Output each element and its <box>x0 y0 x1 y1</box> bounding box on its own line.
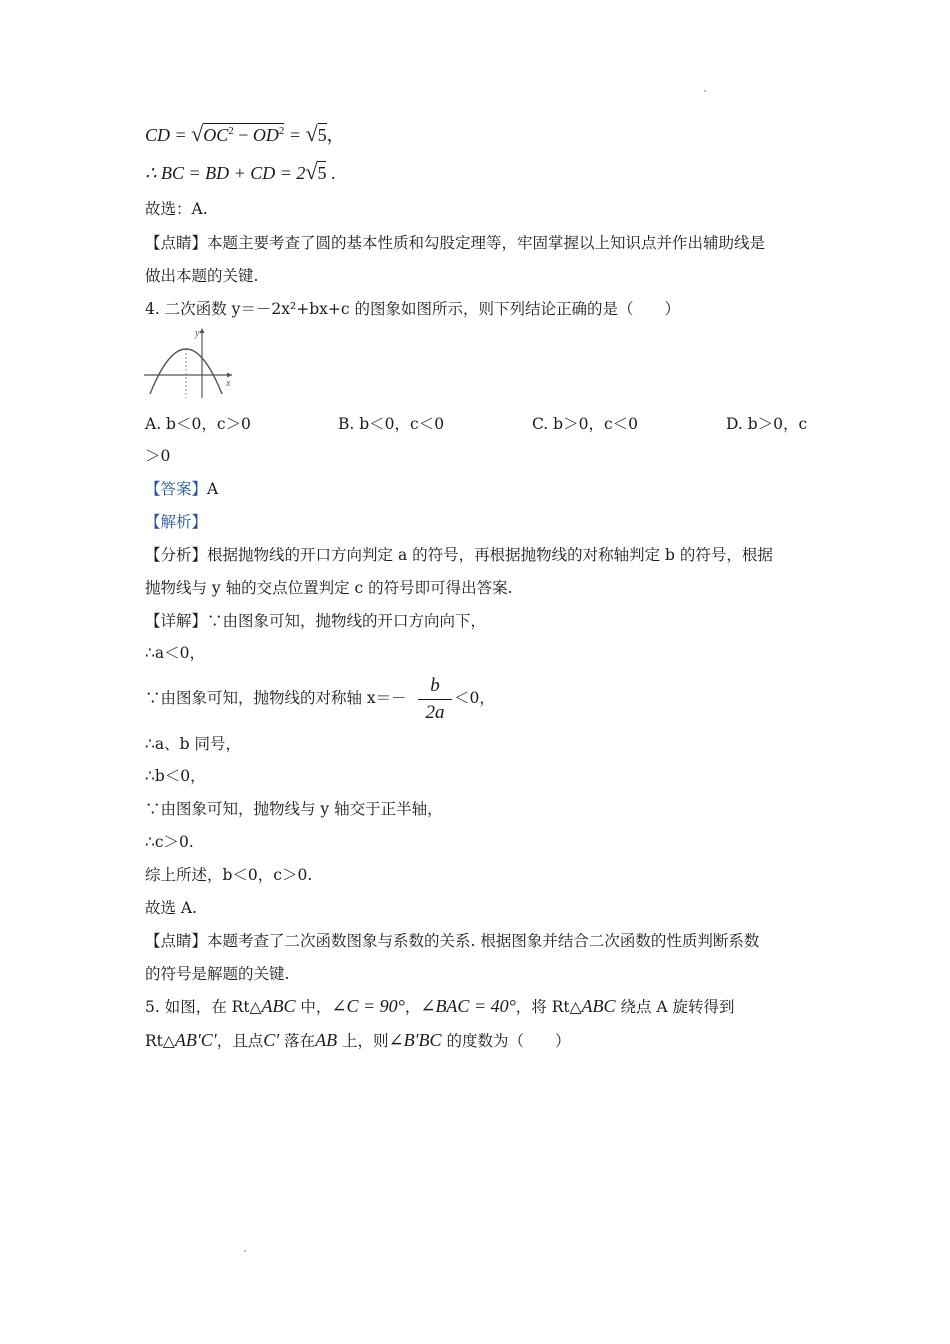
q5-cprime: C′ <box>263 1030 280 1050</box>
cd-oc: OC <box>203 125 229 145</box>
note1-line2: 做出本题的关键. <box>145 267 259 285</box>
q5-l1-a: 5. 如图，在 Rt△ <box>145 998 262 1016</box>
q5-comma: ， <box>404 998 421 1016</box>
q5-line1 <box>145 996 735 1017</box>
answer-tag: 【答案】 <box>145 480 208 498</box>
xiangjie-tag: 【详解】 <box>145 612 208 630</box>
q5-l2-c: 落在 <box>279 1032 316 1050</box>
axis-fraction-num: b <box>430 675 440 696</box>
parabola-graph <box>142 326 234 400</box>
note2-line1 <box>145 931 759 951</box>
axis-fraction-den: 2a <box>425 702 445 723</box>
note2-line2: 的符号是解题的关键. <box>145 965 290 983</box>
cd-exp-a: 2 <box>228 125 234 137</box>
summary: 综上所述，b＜0，c＞0. <box>145 866 313 884</box>
q4-option-a: A. b＜0，c＞0 <box>145 415 251 433</box>
cd-tail: ， <box>326 125 345 145</box>
q5-angle-bbc: ∠B′BC <box>388 1030 442 1050</box>
scan-dot-bottom <box>244 1250 246 1252</box>
q5-abc-2: ABC <box>581 996 616 1016</box>
q5-angle-bac: ∠BAC = 40° <box>420 996 516 1016</box>
q4-option-d: D. b＞0，c <box>726 415 808 433</box>
bc-tail: . <box>326 163 336 183</box>
note1-line1 <box>145 233 765 253</box>
q5-l2-d: 上，则 <box>337 1032 389 1050</box>
xiangjie-text: ∵由图象可知，抛物线的开口方向向下， <box>207 612 487 630</box>
cd-exp-b: 2 <box>278 125 285 137</box>
cd-equation <box>145 121 345 145</box>
answer-value: A <box>207 480 219 498</box>
q5-ab: AB <box>315 1030 338 1050</box>
note2-tag: 【点睛】 <box>145 932 208 950</box>
q5-abc-prime: AB′C′ <box>174 1030 217 1050</box>
cd-prefix: CD = <box>145 125 192 145</box>
cd-radicand <box>203 123 284 145</box>
q5-l2-b: ，且点 <box>216 1032 264 1050</box>
bc-root-val: 5 <box>317 163 327 183</box>
q4-stem: 4. 二次函数 y＝－2x²+bx+c 的图象如图所示，则下列结论正确的是（ ） <box>145 300 680 318</box>
graph-x-label: x <box>226 378 231 389</box>
scan-dot-top <box>704 90 706 92</box>
note1-text-1: 本题主要考查了圆的基本性质和勾股定理等，牢固掌握以上知识点并作出辅助线是 <box>207 234 766 252</box>
note1-tag: 【点睛】 <box>145 234 208 252</box>
fenxi-line2: 抛物线与 y 轴的交点位置判定 c 的符号即可得出答案. <box>145 579 513 597</box>
q5-l1-b: 中， <box>295 998 332 1016</box>
q5-l2-e: 的度数为（ ） <box>441 1032 571 1050</box>
sqrt-sign-2: √ <box>305 121 318 146</box>
q5-angle-c: ∠C = 90° <box>331 996 405 1016</box>
q4-option-b: B. b＜0，c＜0 <box>338 415 445 433</box>
axis-line-text: ∵由图象可知，抛物线的对称轴 x＝－ <box>145 689 407 707</box>
cd-root-val: 5 <box>317 125 327 145</box>
fenxi-line1 <box>145 545 773 565</box>
fenxi-text-1: 根据抛物线的开口方向判定 a 的符号，再根据抛物线的对称轴判定 b 的符号，根据 <box>207 546 773 564</box>
xiangjie-line <box>145 611 486 631</box>
axis-fraction-bar <box>418 699 452 700</box>
q4-option-c: C. b＞0，c＜0 <box>532 415 638 433</box>
choose-a-1: 故选：A. <box>145 200 208 218</box>
fenxi-tag: 【分析】 <box>145 546 208 564</box>
bc-prefix: ∴ BC = BD + CD = 2 <box>145 163 306 183</box>
note2-text-1: 本题考查了二次函数图象与系数的关系. 根据图象并结合二次函数的性质判断系数 <box>207 932 760 950</box>
axis-line-tail: ＜0， <box>454 689 495 707</box>
cd-minus: − <box>233 125 253 145</box>
axis-fraction <box>418 675 452 724</box>
step-ab: ∴a、b 同号， <box>145 735 241 753</box>
answer-line <box>145 479 218 499</box>
step-y: ∵由图象可知，抛物线与 y 轴交于正半轴， <box>145 800 443 818</box>
q5-l1-c: ，将 Rt△ <box>515 998 582 1016</box>
choose-a-2: 故选 A. <box>145 899 198 917</box>
graph-y-label: y <box>195 328 200 339</box>
cd-eq: = <box>284 125 306 145</box>
q5-abc-1: ABC <box>261 996 296 1016</box>
q5-line2 <box>145 1030 571 1051</box>
cd-od: OD <box>252 125 279 145</box>
sqrt-sign: √ <box>191 121 204 146</box>
q5-l1-d: 绕点 A 旋转得到 <box>615 998 735 1016</box>
step-c: ∴c＞0. <box>145 833 194 851</box>
q4-option-d-cont: ＞0 <box>145 447 171 465</box>
step-a: ∴a＜0， <box>145 644 205 662</box>
q5-l2-a: Rt△ <box>145 1032 175 1050</box>
step-b: ∴b＜0， <box>145 767 206 785</box>
bc-equation <box>145 159 336 184</box>
analysis-tag: 【解析】 <box>145 513 208 531</box>
sqrt-sign-3: √ <box>305 159 318 184</box>
